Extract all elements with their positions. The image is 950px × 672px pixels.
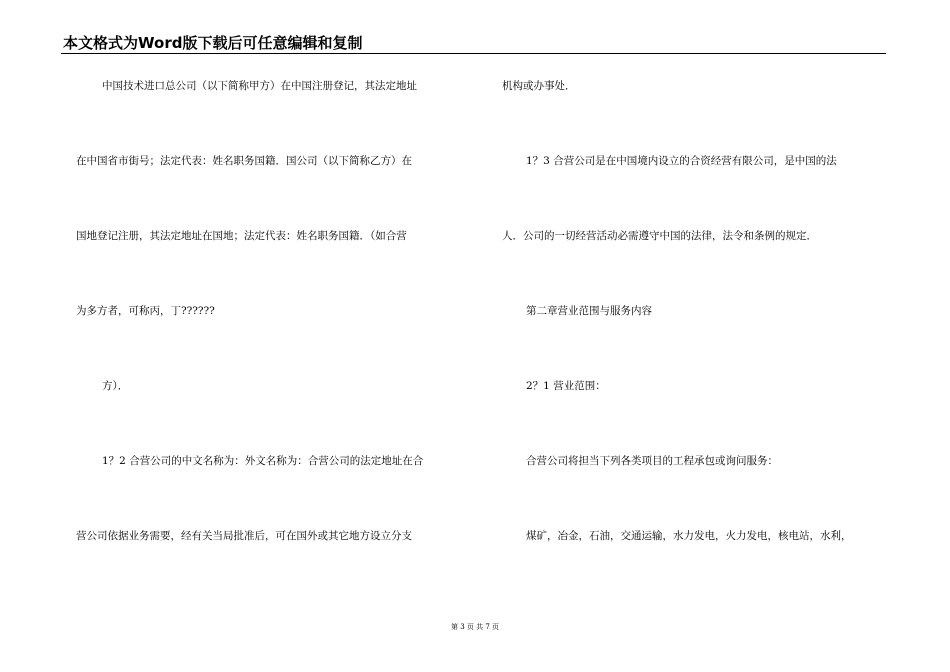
page-number: 3 [460,623,465,631]
left-line-3: 国地登记注册，其法定地址在国地；法定代表：姓名职务国籍．（如合营 [76,230,407,242]
right-line-7: 煤矿，冶金，石油，交通运输，水力发电，火力发电，核电站，水利， [526,530,852,542]
page-label-prefix: 第 [450,623,461,631]
right-line-3: 人．公司的一切经营活动必需遵守中国的法律，法令和条例的规定． [502,230,817,242]
left-line-6: 1？2 合营公司的中文名称为：外文名称为：合营公司的法定地址在合 [102,455,424,467]
right-line-4: 第二章营业范围与服务内容 [526,305,652,317]
right-line-6: 合营公司将担当下列各类项目的工程承包或询问服务： [526,455,778,467]
header-divider [61,53,886,54]
left-line-2: 在中国省市街号；法定代表：姓名职务国籍．国公司（以下简称乙方）在 [76,155,412,167]
left-line-5: 方）． [102,380,129,392]
left-line-7: 营公司依据业务需要，经有关当局批准后，可在国外或其它地方设立分支 [76,530,412,542]
right-line-1: 机构或办事处． [502,80,576,92]
document-header-title: 本文格式为Word版下载后可任意编辑和复制 [63,34,363,52]
right-line-2: 1？3 合营公司是在中国境内设立的合资经营有限公司，是中国的法 [526,155,837,167]
right-line-5: 2？1 营业范围： [526,380,606,392]
page-label-middle: 页 共 [464,623,486,631]
page-total: 7 [485,623,490,631]
page-label-suffix: 页 [489,623,500,631]
left-line-1: 中国技术进口总公司（以下简称甲方）在中国注册登记，其法定地址 [102,80,417,92]
left-line-4: 为多方者，可称丙，丁?????? [76,305,215,317]
page-footer [0,622,950,632]
